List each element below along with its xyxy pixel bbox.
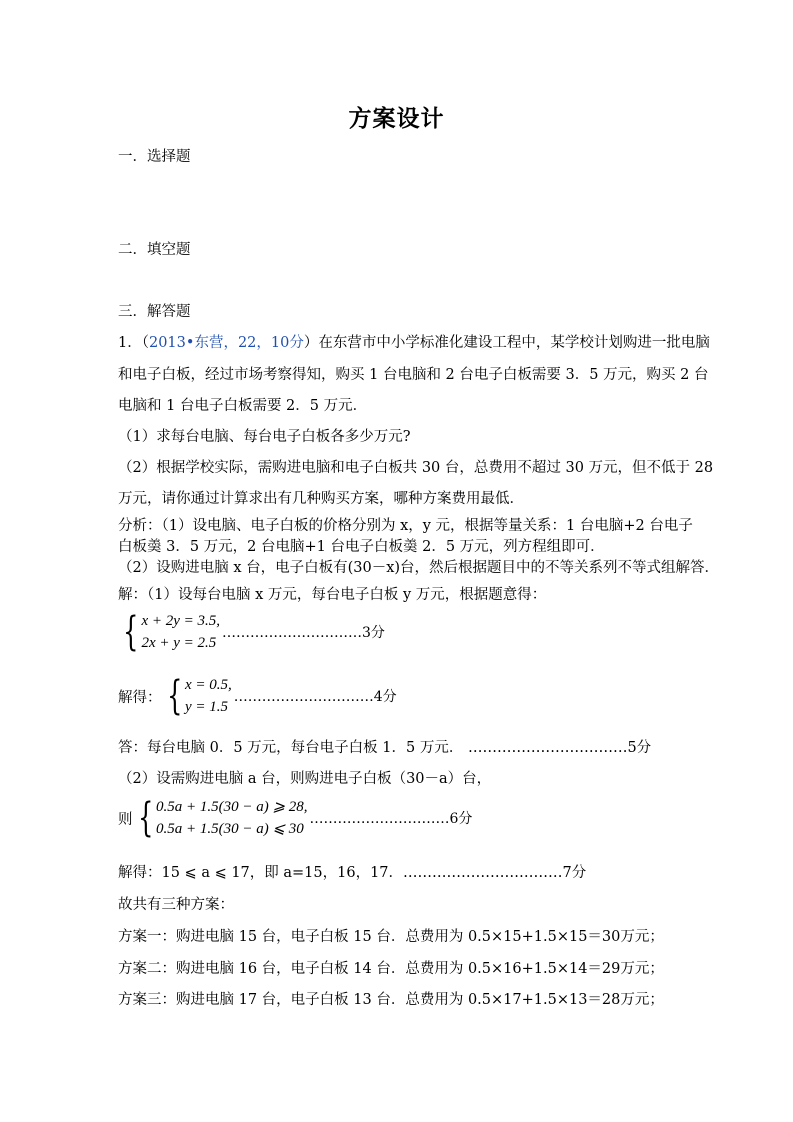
question-1: （1）求每台电脑、每台电子白板各多少万元? [118,429,411,445]
inequality-row-1: 0.5a + 1.5(30 − a) ⩾ 28, [155,799,308,815]
score-mark: …………………………4分 [233,689,397,705]
equation-row-1: x = 0.5, [184,677,232,693]
question-2-line-1: （2）根据学校实际，需购进电脑和电子白板共 30 台，总费用不超过 30 万元，但不低于 28 [118,460,714,476]
plan-1: 方案一：购进电脑 15 台，电子白板 15 台．总费用为 0.5×15+1.5×15＝30万元； [118,929,664,945]
then-label: 则 [118,811,133,828]
problem-line-3: 电脑和 1 台电子白板需要 2．5 万元． [118,398,368,414]
score-mark: …………………………6分 [309,811,473,827]
page-title: 方案设计 [348,105,445,132]
plan-3: 方案三：购进电脑 17 台，电子白板 13 台．总费用为 0.5×17+1.5×13＝28万元； [118,992,664,1008]
problem-line-2: 和电子白板，经过市场考察得知，购买 1 台电脑和 2 台电子白板需要 3．5 万元，购买 2 台 [118,367,709,383]
plan-2: 方案二：购进电脑 16 台，电子白板 14 台．总费用为 0.5×16+1.5×14＝29万元； [118,961,664,977]
analysis-line-3: （2）设购进电脑 x 台，电子白板有(30－x)台，然后根据题目中的不等关系列不等式组解答． [118,560,720,576]
score-mark: …………………………3分 [222,625,385,641]
equation-rows [185,674,232,718]
problem-line-1 [118,331,710,352]
problem-close: ） [303,335,319,351]
section-choice: 一．选择题 [118,149,191,165]
inequality-row-2: 0.5a + 1.5(30 − a) ⩽ 30 [155,821,304,837]
inequality-rows [156,796,308,840]
equation-system-1 [118,610,385,654]
section-fill: 二．填空题 [118,242,191,258]
solution-line-3: 解得：15 ⩽ a ⩽ 17，即 a=15，16，17．……………………………7分 [118,865,587,881]
solve-label: 解得： [118,689,162,706]
analysis-line-1: 分析：（1）设电脑、电子白板的价格分别为 x，y 元，根据等量关系：1 台电脑+2 台电子 [118,518,693,534]
question-2-line-2: 万元，请你通过计算求出有几种购买方案，哪种方案费用最低． [118,491,524,507]
answer-line-1: 答：每台电脑 0．5 万元，每台电子白板 1．5 万元． ……………………………5分 [118,740,652,756]
inequality-system [118,796,472,840]
brace-symbol: { [166,673,182,719]
brace-symbol: { [137,795,153,841]
brace-symbol: { [123,609,139,655]
section-answer: 三．解答题 [118,304,191,320]
equation-row-2: y = 1.5 [184,699,228,715]
solution-line-1: 解：（1）设每台电脑 x 万元，每台电子白板 y 万元，根据题意得： [118,587,547,603]
problem-text-1: 在东营市中小学标准化建设工程中，某学校计划购进一批电脑 [318,335,710,351]
problem-number: 1．（ [118,335,149,351]
solution-line-2: （2）设需购进电脑 a 台，则购进电子白板（30－a）台， [118,771,492,787]
equation-system-2 [118,674,397,718]
analysis-line-2: 白板羮 3．5 万元，2 台电脑+1 台电子白板羮 2．5 万元，列方程组即可． [118,539,605,555]
equation-rows [141,610,220,654]
problem-source: 2013•东营，22，10分 [148,335,304,351]
solution-line-4: 故共有三种方案： [118,897,234,913]
equation-row-2: 2x + y = 2.5 [141,635,217,651]
equation-row-1: x + 2y = 3.5, [141,613,221,629]
